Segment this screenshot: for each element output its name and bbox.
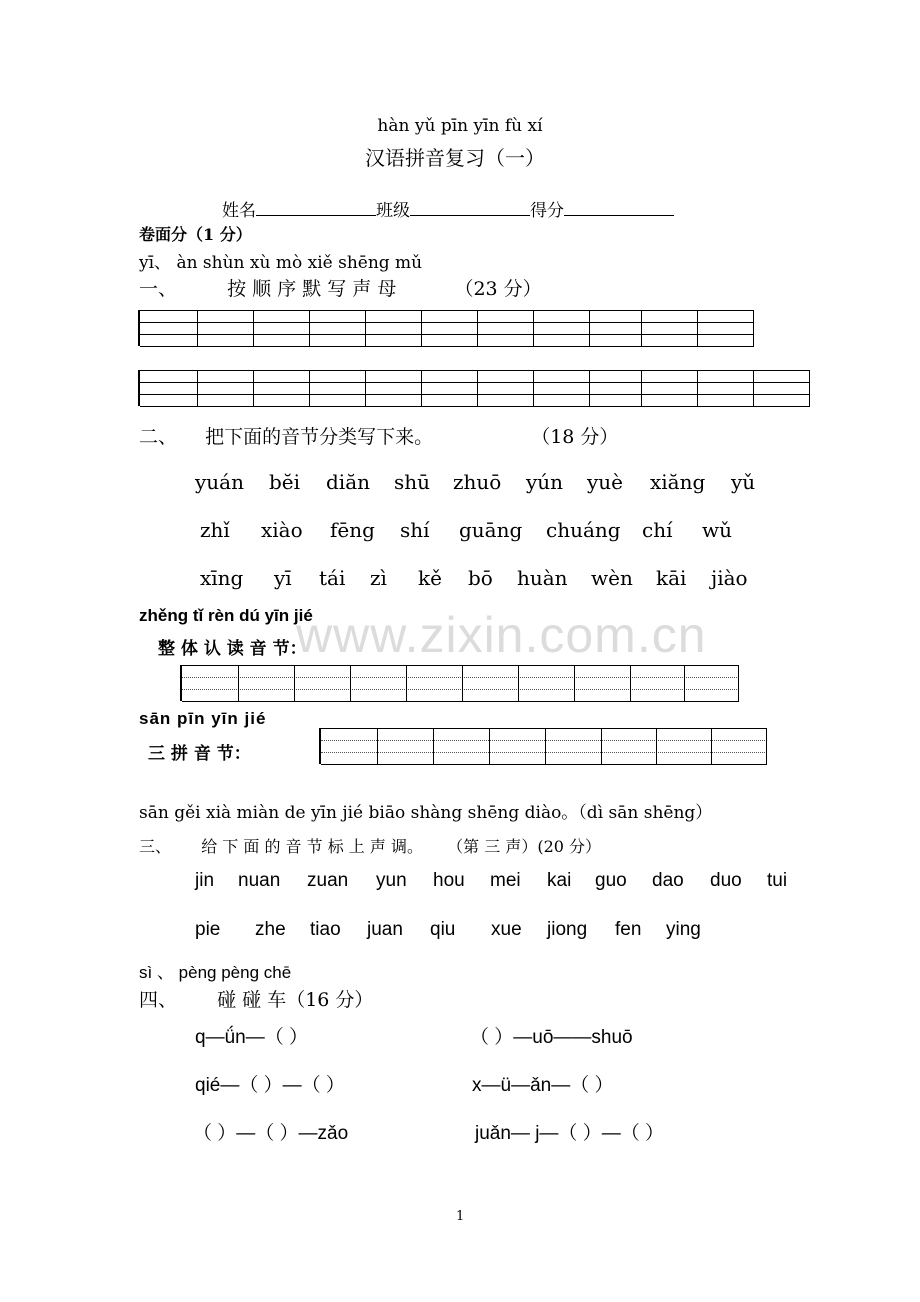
whole-syllables-grid[interactable]: [180, 665, 739, 701]
syllable: yī: [274, 566, 292, 590]
syllable: bō: [468, 566, 493, 590]
syllable: qiu: [430, 919, 456, 940]
syllable: pie: [195, 919, 221, 940]
syllable: zì: [370, 566, 387, 590]
syllable: tái: [319, 566, 346, 590]
syllable: kai: [547, 870, 572, 891]
syllable: yǔ: [731, 470, 756, 494]
info-line: [222, 196, 674, 221]
syllable: tui: [767, 870, 788, 891]
section3-heading: [139, 834, 601, 857]
score-blank[interactable]: [564, 215, 674, 216]
bumper-item-4[interactable]: x—ü—ǎn—（ ）: [472, 1075, 614, 1096]
syllable: shū: [394, 470, 431, 494]
syllable: hou: [433, 870, 465, 891]
syllable: xue: [491, 919, 522, 940]
syllable: xīng: [200, 566, 244, 590]
page-title: 汉语拼音复习（一）: [365, 146, 545, 170]
syllable: kě: [418, 566, 442, 590]
page-number: 1: [456, 1209, 465, 1224]
syllable: yún: [526, 470, 564, 494]
syllable: guo: [595, 870, 627, 891]
syllable: jiong: [547, 919, 588, 940]
section1-pinyin: yī、 àn shùn xù mò xiě shēng mǔ: [139, 253, 423, 273]
score-label: 得分: [530, 201, 564, 221]
syllable: xiăng: [650, 470, 706, 494]
syllable: bĕi: [269, 470, 301, 494]
section4-heading: [139, 985, 373, 1012]
section2-number: 二、: [139, 426, 178, 448]
bumper-item-6[interactable]: juǎn— j—（ ）—（ ）: [475, 1123, 664, 1144]
section1-number: 一、: [139, 278, 178, 300]
syllable: yuán: [195, 470, 244, 494]
syllable: chí: [642, 518, 673, 542]
watermark: www.zixin.com.cn: [296, 607, 707, 663]
bumper-item-1[interactable]: q—ǘn—（ ）: [195, 1027, 308, 1048]
syllable: yuè: [587, 470, 624, 494]
section1-heading: [139, 274, 542, 301]
three-syllables-label: 三 拼 音 节：: [148, 744, 251, 764]
syllable: jiào: [711, 566, 748, 590]
section2-title: 把下面的音节分类写下来。: [205, 426, 434, 448]
section1-title: 按 顺 序 默 写 声 母: [227, 278, 397, 300]
three-syllables-grid[interactable]: [319, 728, 767, 764]
syllable: yun: [376, 870, 407, 891]
syllable: zhǐ: [200, 518, 230, 542]
section1-score: （23 分）: [454, 278, 542, 300]
section4-pinyin: sì 、 pèng pèng chē: [139, 963, 292, 982]
syllable: xiào: [261, 518, 303, 542]
whole-syllables-label: 整 体 认 读 音 节：: [158, 639, 307, 659]
syllable: tiao: [310, 919, 341, 940]
section4-title: 碰 碰 车（16 分）: [217, 989, 374, 1011]
whole-syllables-pinyin: zhěng tǐ rèn dú yīn jié: [139, 606, 313, 625]
syllable: kāi: [656, 566, 687, 590]
syllable: jin: [195, 870, 215, 891]
section4-number: 四、: [139, 989, 178, 1011]
syllable: shí: [400, 518, 430, 542]
bumper-item-3[interactable]: qié—（ ）—（ ）: [195, 1075, 345, 1096]
syllable: wèn: [591, 566, 633, 590]
class-blank[interactable]: [410, 215, 530, 216]
syllable: ying: [666, 919, 701, 940]
section3-number: 三、: [139, 837, 172, 856]
name-blank[interactable]: [256, 215, 376, 216]
bumper-item-5[interactable]: （ ）—（ ）—zǎo: [193, 1123, 349, 1144]
syllable: diăn: [326, 470, 371, 494]
syllable: guāng: [459, 518, 523, 542]
syllable: mei: [490, 870, 521, 891]
syllable: juan: [367, 919, 403, 940]
writing-grid-2[interactable]: [138, 370, 810, 406]
paper-score: 卷面分（1 分）: [139, 225, 252, 244]
section2-heading: [139, 422, 618, 449]
syllable: duo: [710, 870, 742, 891]
syllable: zuan: [307, 870, 349, 891]
name-label: 姓名: [222, 201, 256, 221]
syllable: fēng: [330, 518, 375, 542]
section3-note: （第 三 声）(20 分）: [447, 837, 602, 856]
bumper-item-2[interactable]: （ ）—uō——shuō: [470, 1027, 633, 1048]
syllable: dao: [652, 870, 684, 891]
syllable: huàn: [517, 566, 568, 590]
section3-pinyin: sān gěi xià miàn de yīn jié biāo shàng shēng diào。（dì sān shēng）: [139, 803, 713, 823]
section3-title: 给 下 面 的 音 节 标 上 声 调。: [201, 837, 423, 856]
syllable: fen: [615, 919, 642, 940]
title-pinyin: hàn yǔ pīn yīn fù xí: [377, 116, 543, 136]
syllable: nuan: [238, 870, 281, 891]
three-syllables-pinyin: sān pīn yīn jié: [139, 709, 267, 728]
class-label: 班级: [376, 201, 410, 221]
syllable: zhe: [255, 919, 286, 940]
writing-grid-1[interactable]: [138, 310, 754, 346]
syllable: zhuō: [453, 470, 502, 494]
section2-score: （18 分）: [531, 426, 619, 448]
syllable: chuáng: [546, 518, 621, 542]
syllable: wǔ: [702, 518, 732, 542]
